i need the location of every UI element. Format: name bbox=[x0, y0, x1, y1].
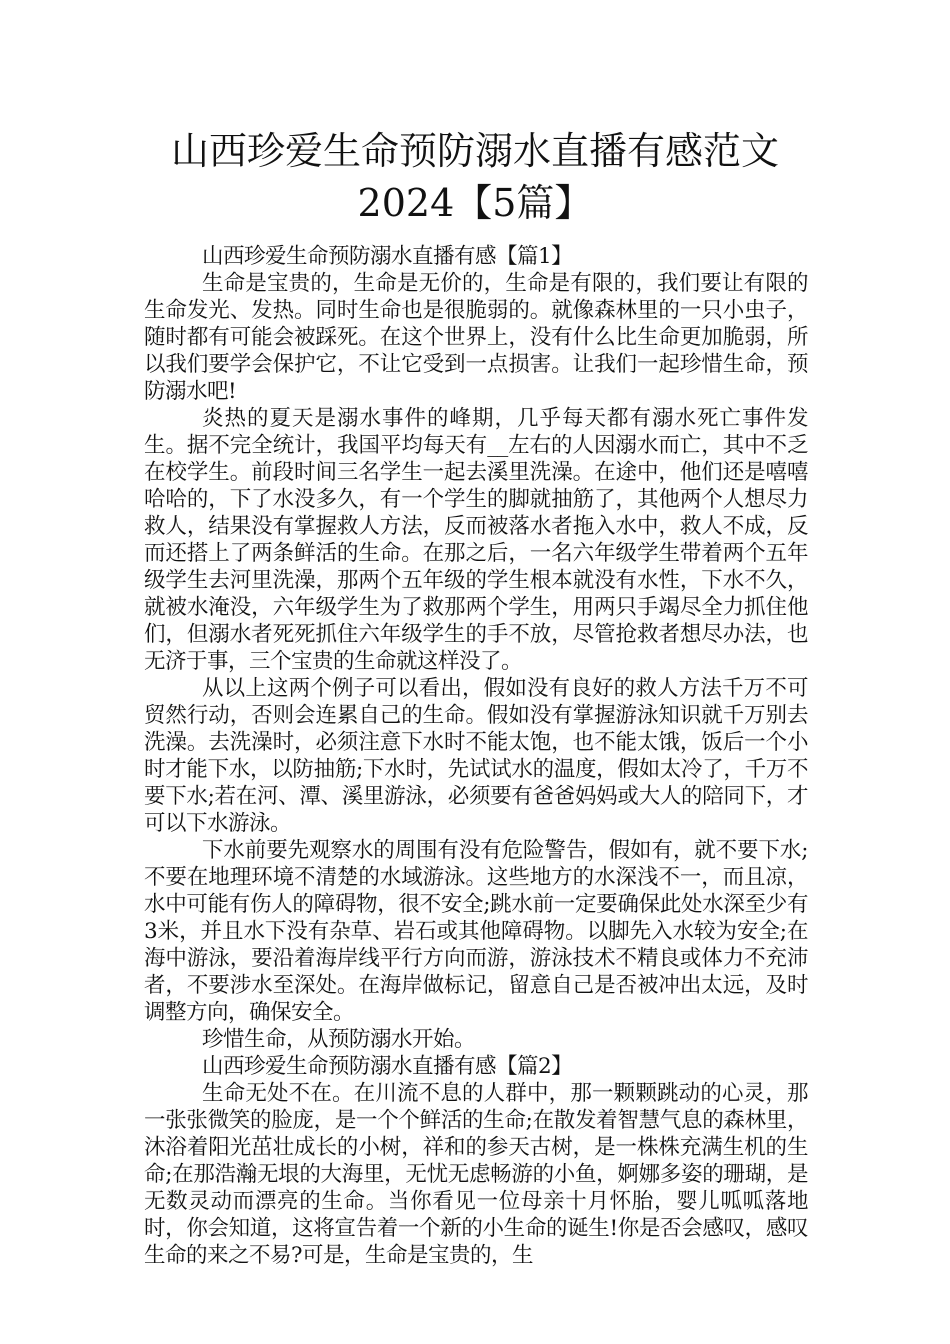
paragraph: 珍惜生命，从预防溺水开始。 bbox=[202, 1027, 476, 1052]
paragraph: 下水前要先观察水的周围有没有危险警告，假如有，就不要下水;不要在地理环境不清楚的水域游泳。这些地方的水深浅不一，而且凉，水中可能有伤人的障碍物，很不安全;跳水前一定要确保此处水深至少有3米，并且水下没有杂草、岩石或其他障碍物。以脚先入水较为安全;在海中游泳，要沿着海岸线平行方向而游，游泳技术不精良或体力不充沛者，不要涉水至深处。在海岸做标记，留意自己是否被冲出太远，及时调整方向，确保安全。 bbox=[144, 838, 808, 1025]
document-title-line1: 山西珍爱生命预防溺水直播有感范文 bbox=[170, 129, 779, 173]
document-title-line2: 2024【5篇】 bbox=[357, 181, 593, 225]
paragraph: 从以上这两个例子可以看出，假如没有良好的救人方法千万不可贸然行动，否则会连累自己的生命。假如没有掌握游泳知识就千万别去洗澡。去洗澡时，必须注意下水时不能太饱，也不能太饿，饭后一个小时才能下水，以防抽筋;下水时，先试试水的温度，假如太冷了，千万不要下水;若在河、潭、溪里游泳，必须要有爸爸妈妈或大人的陪同下，才可以下水游泳。 bbox=[144, 676, 808, 836]
document-body bbox=[144, 243, 808, 1269]
paragraph: 生命是宝贵的，生命是无价的，生命是有限的，我们要让有限的生命发光、发热。同时生命也是很脆弱的。就像森林里的一只小虫子，随时都有可能会被踩死。在这个世界上，没有什么比生命更加脆弱，所以我们要学会保护它，不让它受到一点损害。让我们一起珍惜生命，预防溺水吧! bbox=[144, 271, 808, 404]
section-heading-1: 山西珍爱生命预防溺水直播有感【篇1】 bbox=[202, 244, 573, 269]
paragraph: 炎热的夏天是溺水事件的峰期，几乎每天都有溺水死亡事件发生。据不完全统计，我国平均每天有__左右的人因溺水而亡，其中不乏在校学生。前段时间三名学生一起去溪里洗澡。在途中，他们还是嘻嘻哈哈的，下了水没多久，有一个学生的脚就抽筋了，其他两个人想尽力救人，结果没有掌握救人方法，反而被落水者拖入水中，救人不成，反而还搭上了两条鲜活的生命。在那之后，一名六年级学生带着两个五年级学生去河里洗澡，那两个五年级的学生根本就没有水性，下水不久，就被水淹没，六年级学生为了救那两个学生，用两只手竭尽全力抓住他们，但溺水者死死抓住六年级学生的手不放，尽管抢救者想尽办法，也无济于事，三个宝贵的生命就这样没了。 bbox=[144, 406, 808, 674]
section-heading-2: 山西珍爱生命预防溺水直播有感【篇2】 bbox=[202, 1054, 573, 1079]
paragraph: 生命无处不在。在川流不息的人群中，那一颗颗跳动的心灵，那一张张微笑的脸庞，是一个个鲜活的生命;在散发着智慧气息的森林里，沐浴着阳光茁壮成长的小树，祥和的参天古树，是一株株充满生机的生命;在那浩瀚无垠的大海里，无忧无虑畅游的小鱼，婀娜多姿的珊瑚，是无数灵动而漂亮的生命。当你看见一位母亲十月怀胎，婴儿呱呱落地时，你会知道，这将宣告着一个新的小生命的诞生!你是否会感叹，感叹生命的来之不易?可是，生命是宝贵的，生 bbox=[144, 1081, 808, 1268]
